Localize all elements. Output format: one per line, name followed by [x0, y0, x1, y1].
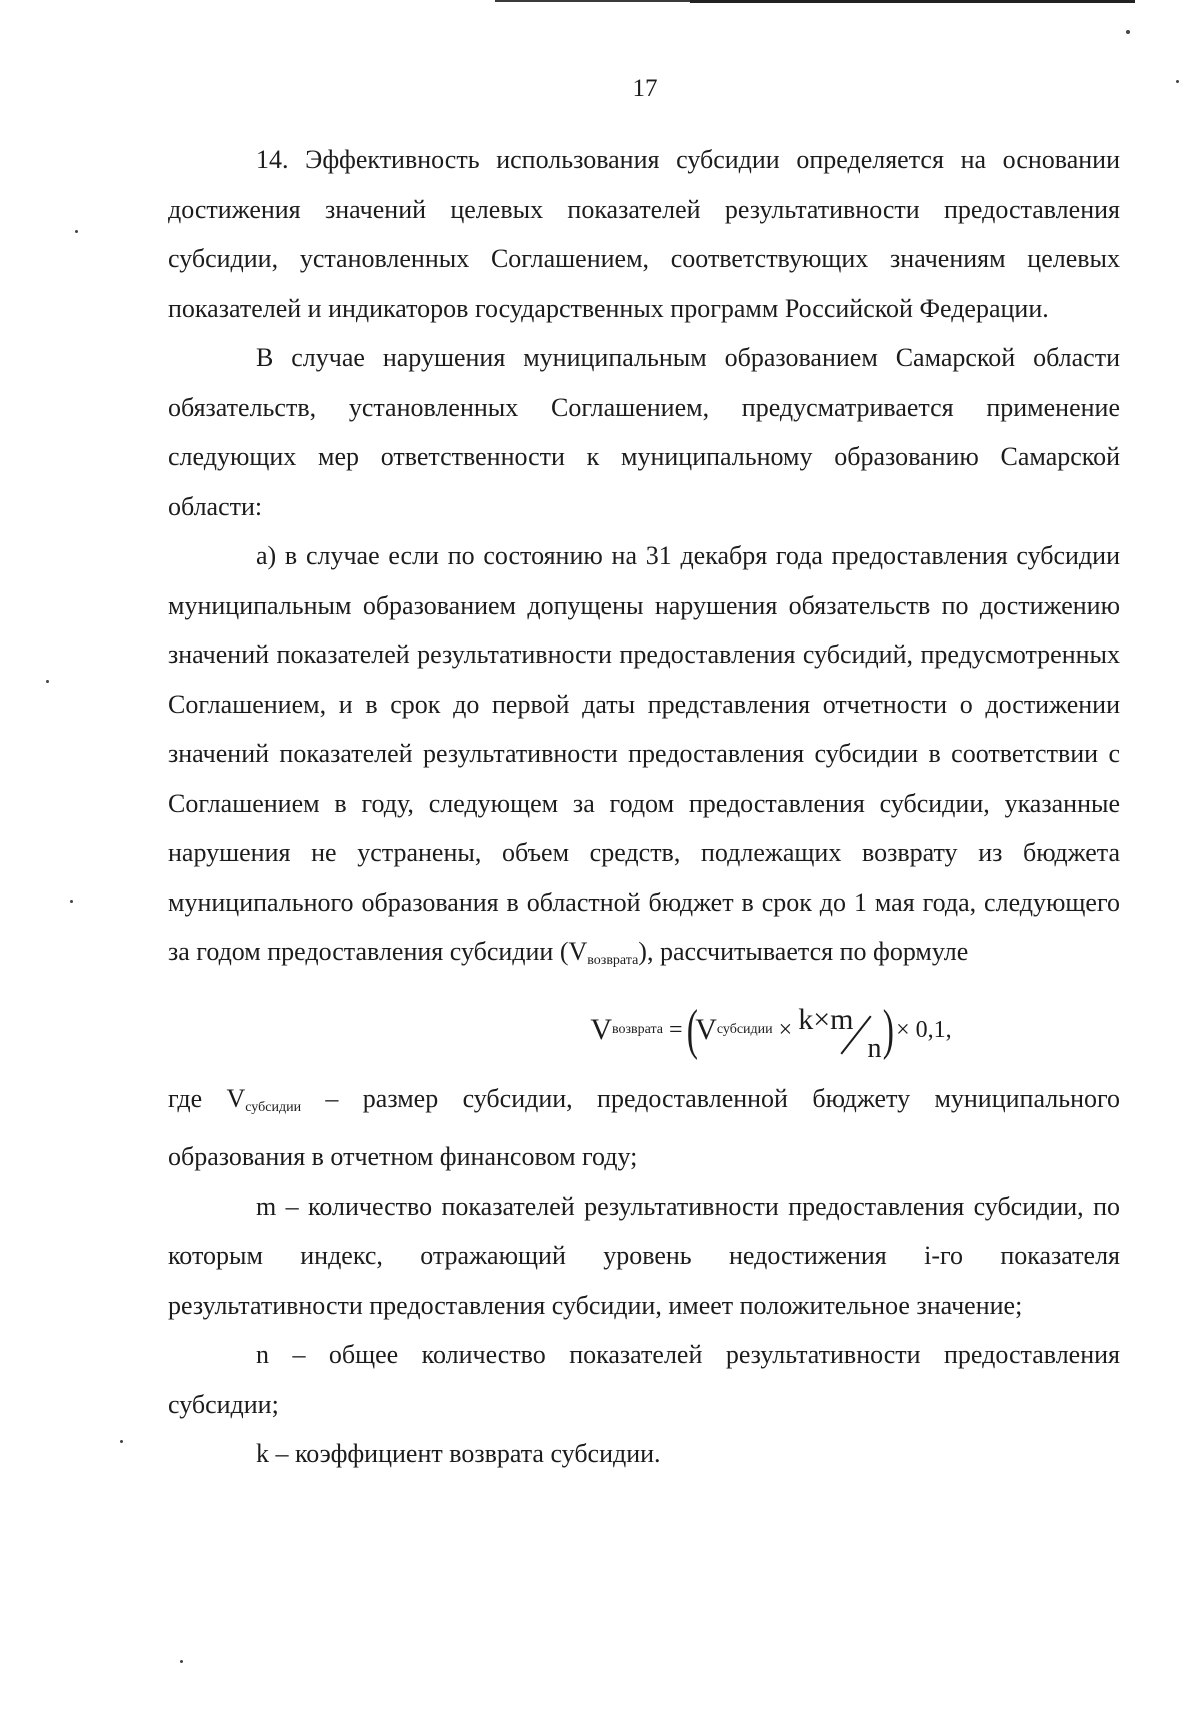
- paragraph-m-definition: m – количество показателей результативности предоставления субсидии, по которым индекс, отражающий уровень недостижения i-го показателя результативности предоставления субсидии, имеет положительное значение;: [168, 1191, 1120, 1320]
- document-body: [168, 135, 1120, 1479]
- paragraph-14: 14. Эффективность использования субсидии определяется на основании достижения значений целевых показателей результативности предоставления субсидии, установленных Соглашением, соответствующих значениям целевых показателей и индикаторов государственных программ Российской Федерации.: [168, 145, 1120, 323]
- formula-tail: × 0,1,: [896, 1016, 952, 1043]
- paragraph-v-definition: [168, 1074, 1120, 1182]
- formula-lhs-sub: возврата: [611, 1021, 663, 1037]
- formula-v: V: [695, 1012, 717, 1046]
- paragraph-n-definition: n – общее количество показателей результативности предоставления субсидии;: [168, 1340, 1120, 1419]
- formula-v-sub: субсидии: [716, 1021, 773, 1037]
- scan-speck: [180, 1660, 183, 1663]
- paragraph-a-text: а) в случае если по состоянию на 31 декабря года предоставления субсидии муниципальным образованием допущены нарушения обязательств по достижению значений показателей результативности предоставления субсидий, предусмотренных Соглашением, и в срок до первой даты представления отчетности о достижении значений показателей результативности предоставления субсидии в соответствии с Соглашением в году, следующем за годом предоставления субсидии, указанные нарушения не устранены, объем средств, подлежащих возврату из бюджета муниципального образования в областной бюджет в срок до 1 мая года, следующего за годом предоставления субсидии (V: [168, 541, 1120, 966]
- scan-speck: [1126, 30, 1130, 34]
- paragraph-violation-measures: В случае нарушения муниципальным образованием Самарской области обязательств, установленных Соглашением, предусматривается применение следующих мер ответственности к муниципальному образованию Самарской области:: [168, 343, 1120, 521]
- formula-fraction: [849, 1005, 885, 1064]
- formula-k-times-m: k×m: [798, 1002, 854, 1036]
- v-def-end: – размер субсидии, предоставленной бюджету муниципального образования в отчетном финансовом году;: [168, 1083, 1120, 1171]
- scan-speck: [1176, 80, 1179, 83]
- page-number: 17: [632, 75, 658, 102]
- paragraph-k-definition: k – коэффициент возврата субсидии.: [256, 1439, 661, 1468]
- formula-denominator: n: [867, 1032, 882, 1064]
- formula-times: ×: [778, 1016, 793, 1043]
- scan-speck: [70, 900, 73, 903]
- return-formula: [168, 986, 1120, 1074]
- paragraph-a-end: ), рассчитывается по формуле: [638, 937, 969, 966]
- v-def-subscript: субсидии: [245, 1099, 302, 1115]
- scan-speck: [120, 1440, 123, 1443]
- paragraph-a: [168, 531, 1120, 986]
- formula-close-paren: ): [883, 998, 895, 1061]
- formula-open-paren: (: [686, 998, 698, 1061]
- formula-lhs-var: V: [590, 1012, 612, 1046]
- top-border-line-thick: [690, 0, 1135, 3]
- formula-equals: =: [669, 1016, 683, 1043]
- scan-speck: [46, 680, 49, 683]
- paragraph-a-subscript: возврата: [587, 953, 639, 968]
- v-def-start: где V: [168, 1083, 246, 1113]
- scan-speck: [75, 230, 78, 233]
